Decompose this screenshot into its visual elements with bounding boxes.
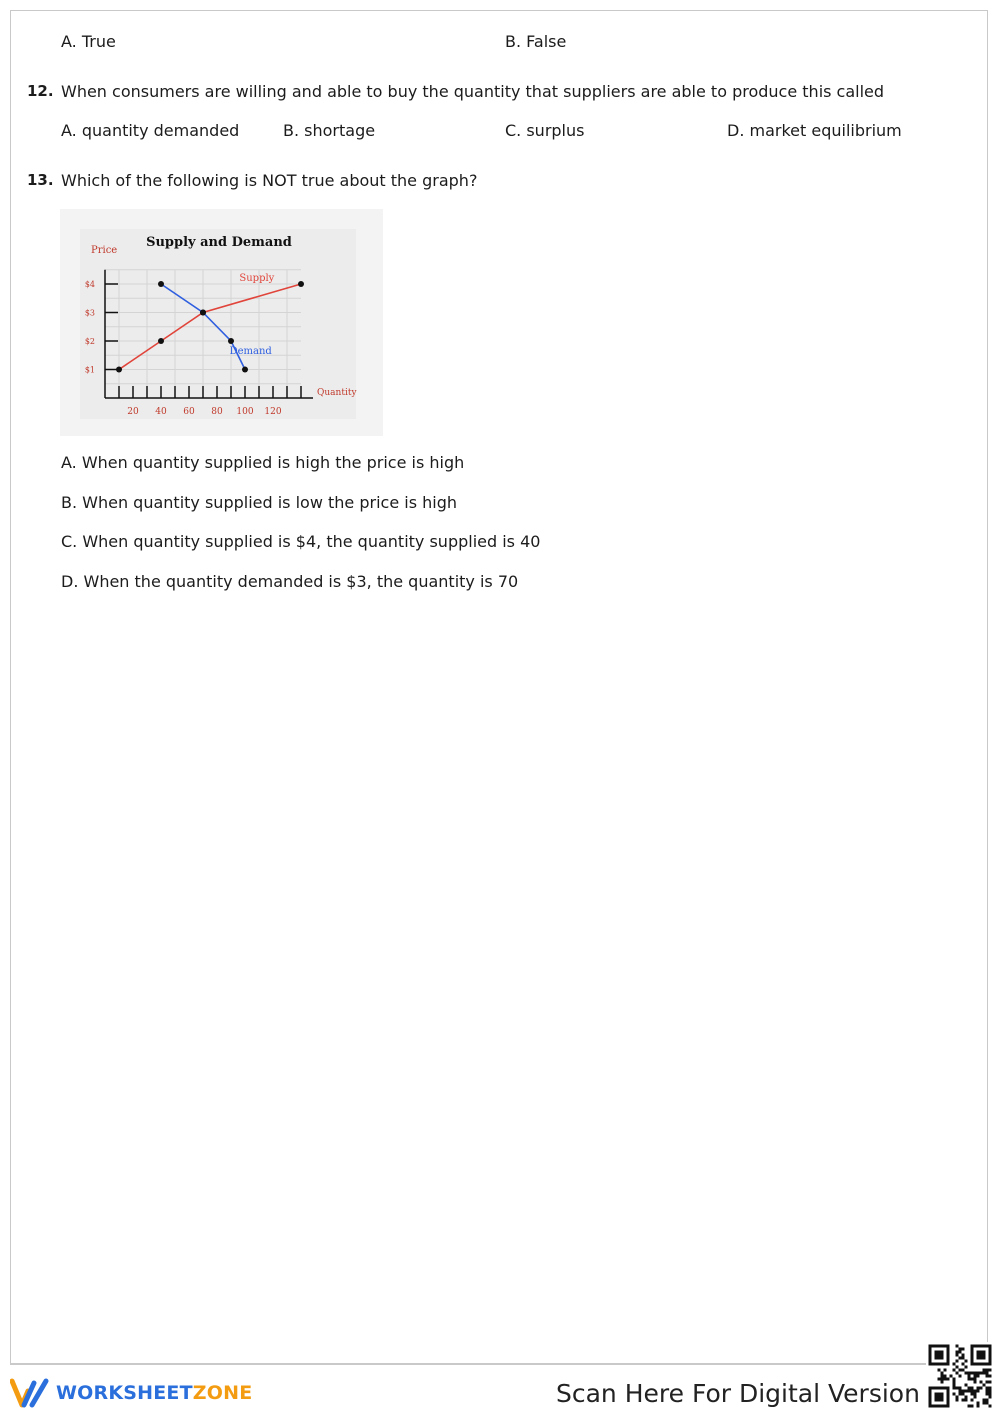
- qr-module: [929, 1357, 932, 1360]
- qr-module: [956, 1399, 959, 1402]
- qr-module: [968, 1405, 971, 1408]
- chart-y-axis-label: Price: [91, 245, 118, 256]
- qr-module: [983, 1372, 986, 1375]
- q13-option-d[interactable]: D. When the quantity demanded is $3, the quantity is 70: [61, 572, 519, 591]
- qr-module: [938, 1351, 941, 1354]
- qr-module: [974, 1372, 977, 1375]
- qr-code-graphic: [926, 1342, 994, 1410]
- qr-module: [962, 1390, 965, 1393]
- qr-module: [944, 1375, 947, 1378]
- qr-module: [956, 1372, 959, 1375]
- q12-option-c[interactable]: C. surplus: [505, 121, 585, 140]
- chart-point-demand: [228, 338, 234, 344]
- qr-module: [938, 1345, 941, 1348]
- chart-point-supply: [116, 367, 122, 373]
- chart-plot-background: [80, 229, 356, 419]
- chart-x-axis-label: Quantity: [317, 388, 357, 398]
- qr-module: [950, 1375, 953, 1378]
- qr-module: [989, 1348, 992, 1351]
- qr-module: [938, 1369, 941, 1372]
- qr-module: [932, 1345, 935, 1348]
- qr-module: [965, 1384, 968, 1387]
- qr-module: [959, 1348, 962, 1351]
- qr-module: [947, 1399, 950, 1402]
- qr-module: [938, 1399, 941, 1402]
- qr-module: [941, 1387, 944, 1390]
- chart-y-tick-label: $2: [84, 337, 95, 346]
- qr-module: [941, 1375, 944, 1378]
- qr-module: [974, 1381, 977, 1384]
- qr-module: [989, 1390, 992, 1393]
- qr-module: [989, 1357, 992, 1360]
- qr-module: [977, 1390, 980, 1393]
- qr-module: [989, 1381, 992, 1384]
- q13-text: Which of the following is NOT true about the graph?: [61, 171, 478, 190]
- qr-module: [947, 1360, 950, 1363]
- chart-x-tick-label: 40: [155, 407, 167, 417]
- qr-module: [941, 1372, 944, 1375]
- qr-module: [971, 1363, 974, 1366]
- brand-part1: WORKSHEET: [56, 1382, 193, 1404]
- qr-module: [980, 1387, 983, 1390]
- chart-y-tick-label: $3: [84, 308, 95, 318]
- qr-module: [977, 1405, 980, 1408]
- qr-module: [971, 1360, 974, 1363]
- qr-module: [974, 1375, 977, 1378]
- qr-module: [947, 1390, 950, 1393]
- qr-module: [956, 1396, 959, 1399]
- q11-option-a[interactable]: A. True: [61, 32, 116, 51]
- q13-number: 13.: [27, 171, 54, 189]
- qr-module: [977, 1351, 980, 1354]
- qr-module: [959, 1387, 962, 1390]
- chart-x-tick-label: 80: [211, 407, 223, 417]
- qr-module: [953, 1384, 956, 1387]
- qr-module: [974, 1345, 977, 1348]
- qr-module: [983, 1345, 986, 1348]
- qr-module: [929, 1360, 932, 1363]
- chart-y-tick-label: $4: [84, 280, 95, 289]
- qr-module: [974, 1363, 977, 1366]
- chart-svg: [60, 209, 383, 436]
- chart-point-supply: [298, 281, 304, 287]
- qr-module: [929, 1393, 932, 1396]
- qr-module: [983, 1402, 986, 1405]
- qr-module: [959, 1375, 962, 1378]
- qr-module: [929, 1354, 932, 1357]
- qr-module: [986, 1363, 989, 1366]
- qr-module: [980, 1372, 983, 1375]
- qr-module: [989, 1387, 992, 1390]
- qr-module: [938, 1378, 941, 1381]
- qr-module: [962, 1348, 965, 1351]
- qr-module: [965, 1399, 968, 1402]
- scan-here-text: Scan Here For Digital Version: [556, 1379, 920, 1408]
- qr-module: [953, 1393, 956, 1396]
- qr-module: [947, 1345, 950, 1348]
- qr-module: [962, 1363, 965, 1366]
- qr-module: [935, 1399, 938, 1402]
- qr-module: [977, 1387, 980, 1390]
- qr-module: [935, 1363, 938, 1366]
- qr-module: [989, 1405, 992, 1408]
- qr-module: [983, 1384, 986, 1387]
- qr-module: [944, 1369, 947, 1372]
- qr-module: [971, 1372, 974, 1375]
- qr-module: [947, 1354, 950, 1357]
- qr-module: [941, 1354, 944, 1357]
- qr-module: [956, 1360, 959, 1363]
- qr-module: [929, 1348, 932, 1351]
- qr-module: [989, 1369, 992, 1372]
- qr-module: [941, 1345, 944, 1348]
- qr-module: [983, 1369, 986, 1372]
- q13-option-a[interactable]: A. When quantity supplied is high the price is high: [61, 453, 465, 472]
- qr-module: [944, 1363, 947, 1366]
- qr-module: [980, 1354, 983, 1357]
- chart-series-label-supply: Supply: [239, 273, 275, 285]
- qr-module: [944, 1405, 947, 1408]
- qr-module: [965, 1366, 968, 1369]
- qr-module: [986, 1402, 989, 1405]
- qr-module: [989, 1396, 992, 1399]
- qr-module: [932, 1405, 935, 1408]
- qr-module: [983, 1354, 986, 1357]
- qr-module: [956, 1351, 959, 1354]
- qr-module: [929, 1345, 932, 1348]
- qr-module: [962, 1354, 965, 1357]
- qr-module: [941, 1351, 944, 1354]
- worksheetzone-logo[interactable]: [10, 1376, 252, 1410]
- qr-module: [971, 1351, 974, 1354]
- qr-module: [935, 1357, 938, 1360]
- chart-x-tick-label: 100: [236, 407, 254, 417]
- q12-text: When consumers are willing and able to buy the quantity that suppliers are able to produce this called: [61, 82, 885, 101]
- qr-module: [953, 1381, 956, 1384]
- qr-module: [935, 1345, 938, 1348]
- qr-module: [965, 1390, 968, 1393]
- qr-module: [989, 1345, 992, 1348]
- qr-module: [938, 1405, 941, 1408]
- worksheetzone-logo-text: [56, 1382, 252, 1404]
- qr-module: [974, 1378, 977, 1381]
- qr-module: [941, 1357, 944, 1360]
- qr-module: [947, 1396, 950, 1399]
- qr-module: [980, 1357, 983, 1360]
- qr-module: [959, 1369, 962, 1372]
- qr-module: [977, 1354, 980, 1357]
- qr-module: [986, 1393, 989, 1396]
- qr-module: [953, 1378, 956, 1381]
- qr-module: [983, 1363, 986, 1366]
- qr-module: [977, 1345, 980, 1348]
- qr-module: [986, 1369, 989, 1372]
- qr-module: [989, 1375, 992, 1378]
- q13-option-b[interactable]: B. When quantity supplied is low the price is high: [61, 493, 458, 512]
- qr-module: [956, 1366, 959, 1369]
- qr-module: [986, 1375, 989, 1378]
- qr-module: [971, 1405, 974, 1408]
- qr-module: [935, 1387, 938, 1390]
- qr-module: [938, 1396, 941, 1399]
- qr-module: [929, 1390, 932, 1393]
- qr-module: [938, 1387, 941, 1390]
- qr-module: [962, 1399, 965, 1402]
- qr-module: [971, 1357, 974, 1360]
- qr-module: [947, 1378, 950, 1381]
- qr-module: [971, 1387, 974, 1390]
- footer-divider: [10, 1364, 990, 1365]
- qr-module: [956, 1387, 959, 1390]
- qr-module: [971, 1399, 974, 1402]
- qr-module: [986, 1390, 989, 1393]
- qr-module: [989, 1393, 992, 1396]
- qr-module: [989, 1354, 992, 1357]
- qr-module: [989, 1363, 992, 1366]
- chart-x-tick-label: 20: [127, 407, 139, 417]
- qr-module: [986, 1381, 989, 1384]
- qr-module: [935, 1354, 938, 1357]
- qr-module: [971, 1354, 974, 1357]
- qr-module: [941, 1363, 944, 1366]
- chart-point-demand: [200, 310, 206, 316]
- qr-module: [941, 1378, 944, 1381]
- q12-option-a[interactable]: A. quantity demanded: [61, 121, 240, 140]
- qr-module: [953, 1387, 956, 1390]
- qr-module: [974, 1393, 977, 1396]
- qr-module: [935, 1351, 938, 1354]
- qr-module: [944, 1345, 947, 1348]
- qr-module: [929, 1363, 932, 1366]
- chart-x-tick-label: 120: [264, 407, 282, 417]
- qr-module: [947, 1363, 950, 1366]
- qr-module: [947, 1405, 950, 1408]
- brand-part2: ZONE: [192, 1382, 253, 1404]
- qr-module: [980, 1363, 983, 1366]
- q11-option-b[interactable]: B. False: [505, 32, 567, 51]
- supply-demand-chart: [60, 209, 383, 436]
- qr-module: [959, 1390, 962, 1393]
- qr-module: [947, 1357, 950, 1360]
- qr-module: [953, 1369, 956, 1372]
- qr-module: [929, 1405, 932, 1408]
- qr-module: [986, 1372, 989, 1375]
- qr-code-icon[interactable]: [926, 1342, 994, 1410]
- qr-module: [935, 1393, 938, 1396]
- qr-module: [941, 1396, 944, 1399]
- q12-option-b[interactable]: B. shortage: [283, 121, 376, 140]
- qr-module: [971, 1345, 974, 1348]
- qr-module: [962, 1369, 965, 1372]
- qr-module: [977, 1402, 980, 1405]
- qr-module: [971, 1378, 974, 1381]
- qr-module: [944, 1378, 947, 1381]
- qr-module: [974, 1396, 977, 1399]
- qr-module: [941, 1393, 944, 1396]
- q12-option-d[interactable]: D. market equilibrium: [727, 121, 902, 140]
- qr-module: [962, 1393, 965, 1396]
- qr-module: [959, 1357, 962, 1360]
- qr-module: [965, 1372, 968, 1375]
- qr-module: [938, 1363, 941, 1366]
- qr-module: [986, 1399, 989, 1402]
- qr-module: [968, 1372, 971, 1375]
- qr-module: [965, 1396, 968, 1399]
- qr-module: [977, 1357, 980, 1360]
- chart-point-supply: [158, 338, 164, 344]
- qr-module: [989, 1360, 992, 1363]
- qr-module: [974, 1390, 977, 1393]
- qr-module: [941, 1381, 944, 1384]
- chart-point-demand: [158, 281, 164, 287]
- chart-series-label-demand: Demand: [229, 345, 272, 357]
- chart-title: Supply and Demand: [146, 235, 292, 250]
- qr-module: [989, 1351, 992, 1354]
- qr-module: [983, 1357, 986, 1360]
- qr-module: [953, 1363, 956, 1366]
- qr-module: [971, 1390, 974, 1393]
- chart-x-tick-label: 60: [183, 407, 195, 417]
- qr-module: [977, 1372, 980, 1375]
- qr-module: [944, 1387, 947, 1390]
- qr-module: [947, 1348, 950, 1351]
- qr-module: [980, 1381, 983, 1384]
- qr-module: [977, 1375, 980, 1378]
- qr-module: [962, 1357, 965, 1360]
- qr-module: [947, 1351, 950, 1354]
- qr-module: [980, 1351, 983, 1354]
- worksheetzone-logo-icon: [10, 1377, 50, 1409]
- qr-module: [947, 1393, 950, 1396]
- qr-module: [929, 1396, 932, 1399]
- qr-module: [938, 1357, 941, 1360]
- qr-module: [929, 1402, 932, 1405]
- q12-number: 12.: [27, 82, 54, 100]
- qr-module: [938, 1354, 941, 1357]
- qr-module: [959, 1351, 962, 1354]
- qr-module: [932, 1363, 935, 1366]
- q13-option-c[interactable]: C. When quantity supplied is $4, the quantity supplied is 40: [61, 532, 541, 551]
- qr-module: [935, 1405, 938, 1408]
- qr-module: [986, 1387, 989, 1390]
- qr-module: [956, 1354, 959, 1357]
- qr-module: [932, 1387, 935, 1390]
- qr-module: [968, 1390, 971, 1393]
- qr-module: [941, 1405, 944, 1408]
- qr-module: [956, 1345, 959, 1348]
- qr-module: [965, 1360, 968, 1363]
- qr-module: [983, 1351, 986, 1354]
- qr-module: [947, 1387, 950, 1390]
- qr-module: [929, 1387, 932, 1390]
- qr-module: [968, 1387, 971, 1390]
- qr-module: [929, 1399, 932, 1402]
- qr-module: [947, 1402, 950, 1405]
- qr-module: [929, 1351, 932, 1354]
- qr-module: [968, 1378, 971, 1381]
- qr-module: [977, 1363, 980, 1366]
- qr-module: [941, 1399, 944, 1402]
- chart-point-demand: [242, 367, 248, 373]
- qr-module: [968, 1375, 971, 1378]
- qr-module: [971, 1393, 974, 1396]
- qr-module: [983, 1399, 986, 1402]
- qr-module: [980, 1345, 983, 1348]
- qr-module: [959, 1393, 962, 1396]
- qr-module: [938, 1393, 941, 1396]
- chart-y-tick-label: $1: [84, 365, 95, 375]
- qr-module: [971, 1348, 974, 1351]
- qr-module: [986, 1345, 989, 1348]
- qr-module: [935, 1396, 938, 1399]
